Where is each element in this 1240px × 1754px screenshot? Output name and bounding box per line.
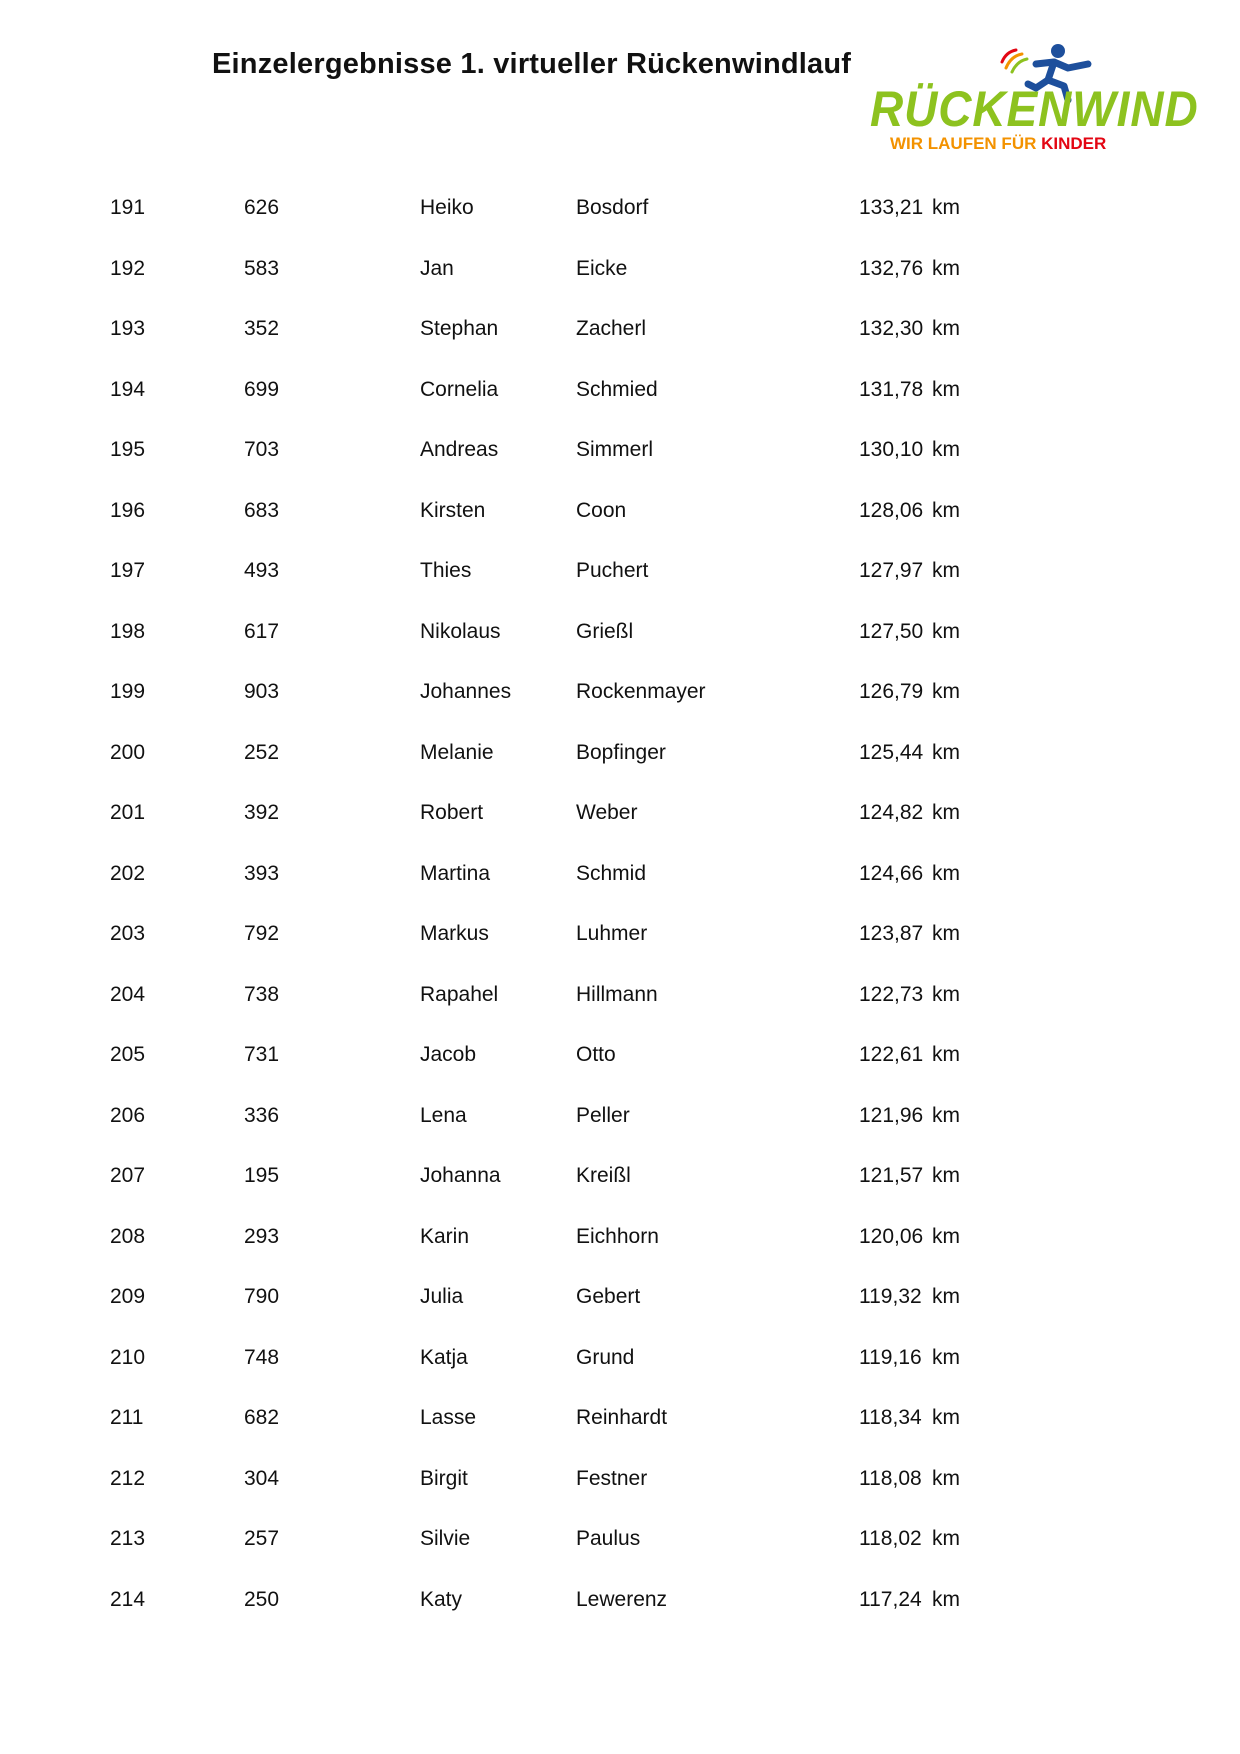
result-row xyxy=(0,1574,1240,1635)
first-name-cell: Jacob xyxy=(420,1043,477,1066)
distance-cell: 125,44 xyxy=(859,740,924,764)
distance-unit: km xyxy=(932,861,960,885)
first-name-cell: Martina xyxy=(420,861,491,885)
result-row xyxy=(0,303,1240,364)
rank-cell: 206 xyxy=(110,1103,146,1127)
distance-cell: 119,32 xyxy=(859,1285,922,1308)
start-number-cell: 731 xyxy=(244,1043,280,1066)
distance-cell: 122,61 xyxy=(859,1043,924,1066)
last-name-cell: Luhmer xyxy=(576,922,648,945)
distance-cell: 117,24 xyxy=(859,1587,922,1611)
rank-cell: 191 xyxy=(110,196,146,219)
distance-unit: km xyxy=(932,801,960,824)
distance-unit: km xyxy=(932,498,960,522)
result-row xyxy=(0,1029,1240,1090)
distance-unit: km xyxy=(932,982,960,1006)
first-name-cell: Robert xyxy=(420,801,484,824)
rank-cell: 201 xyxy=(110,801,146,824)
result-row xyxy=(0,787,1240,848)
distance-unit: km xyxy=(932,1224,960,1248)
first-name-cell: Johannes xyxy=(420,680,512,703)
result-row xyxy=(0,908,1240,969)
distance-cell: 127,97 xyxy=(859,559,924,582)
distance-cell: 132,30 xyxy=(859,317,924,340)
rank-cell: 207 xyxy=(110,1164,146,1187)
rank-cell: 200 xyxy=(110,740,146,764)
rank-cell: 205 xyxy=(110,1043,146,1066)
last-name-cell: Eicke xyxy=(576,256,628,280)
distance-cell: 128,06 xyxy=(859,498,924,522)
rank-cell: 211 xyxy=(110,1406,144,1429)
first-name-cell: Birgit xyxy=(420,1466,468,1490)
start-number-cell: 250 xyxy=(244,1587,280,1611)
rank-cell: 196 xyxy=(110,498,146,522)
start-number-cell: 738 xyxy=(244,982,280,1006)
start-number-cell: 792 xyxy=(244,922,280,945)
start-number-cell: 699 xyxy=(244,377,280,401)
start-number-cell: 304 xyxy=(244,1466,280,1490)
rank-cell: 202 xyxy=(110,861,146,885)
logo-tagline xyxy=(890,134,1106,154)
distance-cell: 126,79 xyxy=(859,680,924,703)
start-number-cell: 683 xyxy=(244,498,280,522)
first-name-cell: Rapahel xyxy=(420,982,499,1006)
last-name-cell: Otto xyxy=(576,1043,616,1066)
distance-cell: 124,66 xyxy=(859,861,924,885)
rank-cell: 212 xyxy=(110,1466,146,1490)
result-row xyxy=(0,1392,1240,1453)
last-name-cell: Weber xyxy=(576,801,638,824)
start-number-cell: 257 xyxy=(244,1527,280,1550)
rank-cell: 198 xyxy=(110,619,146,643)
rank-cell: 204 xyxy=(110,982,146,1006)
first-name-cell: Stephan xyxy=(420,317,499,340)
distance-cell: 118,02 xyxy=(859,1527,922,1550)
distance-unit: km xyxy=(932,1103,960,1127)
result-row xyxy=(0,182,1240,243)
distance-cell: 127,50 xyxy=(859,619,924,643)
distance-cell: 132,76 xyxy=(859,256,924,280)
last-name-cell: Gebert xyxy=(576,1285,641,1308)
rank-cell: 213 xyxy=(110,1527,146,1550)
distance-cell: 133,21 xyxy=(859,196,924,219)
distance-cell: 123,87 xyxy=(859,922,924,945)
distance-cell: 120,06 xyxy=(859,1224,924,1248)
rank-cell: 210 xyxy=(110,1345,146,1369)
distance-unit: km xyxy=(932,1043,960,1066)
distance-cell: 118,08 xyxy=(859,1466,922,1490)
result-row xyxy=(0,243,1240,304)
distance-cell: 118,34 xyxy=(859,1406,922,1429)
result-row xyxy=(0,1332,1240,1393)
start-number-cell: 626 xyxy=(244,196,280,219)
start-number-cell: 293 xyxy=(244,1224,280,1248)
first-name-cell: Cornelia xyxy=(420,377,499,401)
distance-cell: 119,16 xyxy=(859,1345,922,1369)
last-name-cell: Puchert xyxy=(576,559,649,582)
result-row xyxy=(0,1513,1240,1574)
logo-tagline-part1: WIR LAUFEN FÜR xyxy=(890,134,1042,153)
first-name-cell: Johanna xyxy=(420,1164,501,1187)
start-number-cell: 493 xyxy=(244,559,280,582)
rueckenwind-logo xyxy=(868,42,1199,154)
first-name-cell: Julia xyxy=(420,1285,464,1308)
distance-cell: 122,73 xyxy=(859,982,924,1006)
start-number-cell: 703 xyxy=(244,438,280,461)
start-number-cell: 392 xyxy=(244,801,280,824)
result-row xyxy=(0,485,1240,546)
distance-unit: km xyxy=(932,1285,960,1308)
result-row xyxy=(0,969,1240,1030)
start-number-cell: 393 xyxy=(244,861,280,885)
result-row xyxy=(0,606,1240,667)
result-row xyxy=(0,364,1240,425)
start-number-cell: 748 xyxy=(244,1345,280,1369)
last-name-cell: Simmerl xyxy=(576,438,653,461)
distance-cell: 130,10 xyxy=(859,438,924,461)
distance-unit: km xyxy=(932,377,960,401)
last-name-cell: Bosdorf xyxy=(576,196,649,219)
distance-unit: km xyxy=(932,1587,960,1611)
last-name-cell: Schmied xyxy=(576,377,658,401)
last-name-cell: Festner xyxy=(576,1466,648,1490)
last-name-cell: Peller xyxy=(576,1103,630,1127)
first-name-cell: Kirsten xyxy=(420,498,486,522)
distance-cell: 131,78 xyxy=(859,377,924,401)
logo-tagline-part2: KINDER xyxy=(1041,134,1107,153)
start-number-cell: 195 xyxy=(244,1164,280,1187)
distance-unit: km xyxy=(932,1466,960,1490)
rank-cell: 193 xyxy=(110,317,146,340)
rank-cell: 208 xyxy=(110,1224,146,1248)
distance-unit: km xyxy=(932,1406,960,1429)
distance-cell: 121,96 xyxy=(859,1103,924,1127)
start-number-cell: 682 xyxy=(244,1406,280,1429)
last-name-cell: Grießl xyxy=(576,619,634,643)
rank-cell: 214 xyxy=(110,1587,146,1611)
distance-cell: 124,82 xyxy=(859,801,924,824)
first-name-cell: Jan xyxy=(420,256,454,280)
last-name-cell: Bopfinger xyxy=(576,740,666,764)
distance-unit: km xyxy=(932,680,960,703)
result-row xyxy=(0,545,1240,606)
first-name-cell: Karin xyxy=(420,1224,470,1248)
result-row xyxy=(0,1090,1240,1151)
distance-unit: km xyxy=(932,559,960,582)
rank-cell: 199 xyxy=(110,680,146,703)
distance-unit: km xyxy=(932,1527,960,1550)
start-number-cell: 617 xyxy=(244,619,280,643)
last-name-cell: Schmid xyxy=(576,861,647,885)
start-number-cell: 583 xyxy=(244,256,280,280)
distance-unit: km xyxy=(932,438,960,461)
distance-unit: km xyxy=(932,619,960,643)
start-number-cell: 252 xyxy=(244,740,280,764)
last-name-cell: Lewerenz xyxy=(576,1587,668,1611)
rank-cell: 203 xyxy=(110,922,146,945)
rank-cell: 197 xyxy=(110,559,146,582)
result-row xyxy=(0,1453,1240,1514)
distance-unit: km xyxy=(932,196,960,219)
distance-cell: 121,57 xyxy=(859,1164,924,1187)
start-number-cell: 903 xyxy=(244,680,280,703)
last-name-cell: Kreißl xyxy=(576,1164,631,1187)
distance-unit: km xyxy=(932,922,960,945)
first-name-cell: Melanie xyxy=(420,740,494,764)
last-name-cell: Coon xyxy=(576,498,627,522)
start-number-cell: 352 xyxy=(244,317,280,340)
result-row xyxy=(0,848,1240,909)
results-list xyxy=(0,182,1240,1634)
result-row xyxy=(0,1211,1240,1272)
start-number-cell: 790 xyxy=(244,1285,280,1308)
result-row xyxy=(0,424,1240,485)
rank-cell: 194 xyxy=(110,377,146,401)
rank-cell: 192 xyxy=(110,256,146,280)
last-name-cell: Reinhardt xyxy=(576,1406,668,1429)
first-name-cell: Nikolaus xyxy=(420,619,501,643)
last-name-cell: Rockenmayer xyxy=(576,680,706,703)
result-row xyxy=(0,1271,1240,1332)
last-name-cell: Eichhorn xyxy=(576,1224,659,1248)
first-name-cell: Katja xyxy=(420,1345,468,1369)
page-title: Einzelergebnisse 1. virtueller Rückenwindlauf xyxy=(212,48,852,80)
last-name-cell: Grund xyxy=(576,1345,635,1369)
result-row xyxy=(0,727,1240,788)
distance-unit: km xyxy=(932,317,960,340)
distance-unit: km xyxy=(932,256,960,280)
rank-cell: 209 xyxy=(110,1285,146,1308)
distance-unit: km xyxy=(932,1345,960,1369)
last-name-cell: Paulus xyxy=(576,1527,641,1550)
last-name-cell: Zacherl xyxy=(576,317,647,340)
last-name-cell: Hillmann xyxy=(576,982,658,1006)
result-row xyxy=(0,666,1240,727)
first-name-cell: Katy xyxy=(420,1587,463,1611)
rank-cell: 195 xyxy=(110,438,146,461)
first-name-cell: Lasse xyxy=(420,1406,477,1429)
first-name-cell: Andreas xyxy=(420,438,499,461)
distance-unit: km xyxy=(932,1164,960,1187)
first-name-cell: Lena xyxy=(420,1103,467,1127)
start-number-cell: 336 xyxy=(244,1103,280,1127)
result-row xyxy=(0,1150,1240,1211)
logo-wordmark: RÜCKENWIND xyxy=(870,81,1199,137)
first-name-cell: Markus xyxy=(420,922,489,945)
first-name-cell: Silvie xyxy=(420,1527,471,1550)
first-name-cell: Heiko xyxy=(420,196,474,219)
first-name-cell: Thies xyxy=(420,559,472,582)
distance-unit: km xyxy=(932,740,960,764)
